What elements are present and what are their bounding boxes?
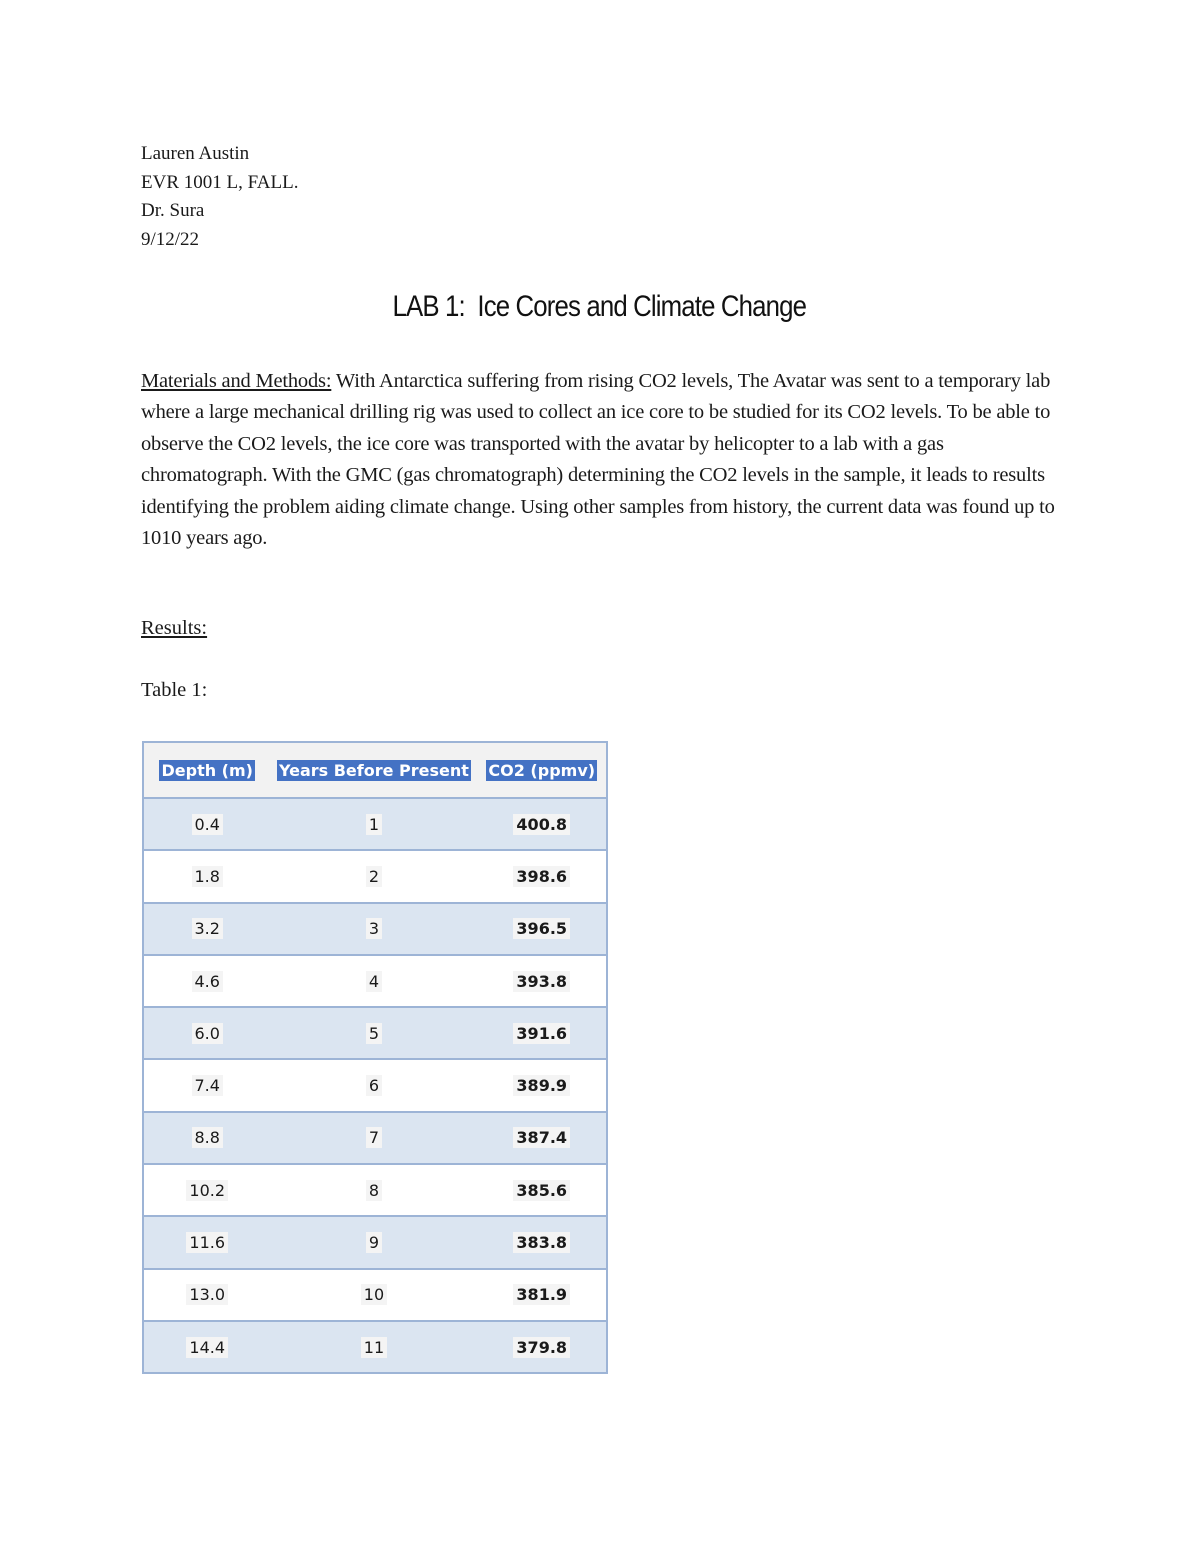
cell-depth: 8.8 <box>143 1112 270 1164</box>
materials-methods-label: Materials and Methods: <box>141 370 332 392</box>
cell-years: 10 <box>270 1269 477 1321</box>
table-row <box>143 1112 607 1164</box>
cell-co2: 381.9 <box>477 1269 607 1321</box>
cell-co2: 400.8 <box>477 798 607 850</box>
page-title: LAB 1: Ice Cores and Climate Change <box>392 290 807 323</box>
cell-depth: 1.8 <box>143 850 270 902</box>
cell-depth: 10.2 <box>143 1164 270 1216</box>
cell-depth: 14.4 <box>143 1321 270 1373</box>
cell-co2: 393.8 <box>477 955 607 1007</box>
course-name: EVR 1001 L, FALL. <box>141 171 299 193</box>
table-row <box>143 1164 607 1216</box>
table-row <box>143 903 607 955</box>
cell-depth: 4.6 <box>143 955 270 1007</box>
cell-years: 9 <box>270 1216 477 1268</box>
header-depth: Depth (m) <box>143 742 270 798</box>
table-row <box>143 955 607 1007</box>
cell-co2: 383.8 <box>477 1216 607 1268</box>
cell-depth: 11.6 <box>143 1216 270 1268</box>
materials-methods-text: With Antarctica suffering from rising CO2 levels, The Avatar was sent to a temporary lab where a large mechanical drilling rig was used to collect an ice core to be studied for its CO2 levels. To be able to observe the CO2 levels, the ice core was transported with the avatar by helicopter to a lab with a gas chromatograph. With the GMC (gas chromatograph) determining the CO2 levels in the sample, it leads to results identifying the problem aiding climate change. Using other samples from history, the current data was found up to 1010 years ago. <box>141 370 1055 550</box>
cell-co2: 391.6 <box>477 1007 607 1059</box>
table-row <box>143 1216 607 1268</box>
table-row <box>143 1321 607 1373</box>
cell-co2: 379.8 <box>477 1321 607 1373</box>
document-date: 9/12/22 <box>141 228 200 250</box>
table-header-row <box>143 742 607 798</box>
results-label: Results: <box>141 617 208 639</box>
materials-methods-paragraph <box>141 366 1056 554</box>
cell-co2: 385.6 <box>477 1164 607 1216</box>
cell-co2: 398.6 <box>477 850 607 902</box>
instructor-name: Dr. Sura <box>141 200 205 221</box>
cell-years: 7 <box>270 1112 477 1164</box>
cell-co2: 389.9 <box>477 1059 607 1111</box>
cell-depth: 0.4 <box>143 798 270 850</box>
results-heading <box>141 617 207 640</box>
cell-years: 4 <box>270 955 477 1007</box>
table-row <box>143 1007 607 1059</box>
cell-co2: 396.5 <box>477 903 607 955</box>
table-row <box>143 798 607 850</box>
cell-depth: 3.2 <box>143 903 270 955</box>
cell-depth: 7.4 <box>143 1059 270 1111</box>
table-row <box>143 850 607 902</box>
cell-years: 3 <box>270 903 477 955</box>
header-years: Years Before Present <box>270 742 477 798</box>
cell-co2: 387.4 <box>477 1112 607 1164</box>
cell-years: 6 <box>270 1059 477 1111</box>
author-name: Lauren Austin <box>141 143 250 164</box>
table-caption: Table 1: <box>141 679 208 701</box>
cell-years: 1 <box>270 798 477 850</box>
cell-years: 8 <box>270 1164 477 1216</box>
cell-depth: 13.0 <box>143 1269 270 1321</box>
document-header <box>141 140 298 254</box>
table-row <box>143 1059 607 1111</box>
cell-years: 11 <box>270 1321 477 1373</box>
cell-years: 5 <box>270 1007 477 1059</box>
table-row <box>143 1269 607 1321</box>
header-co2: CO2 (ppmv) <box>477 742 607 798</box>
cell-depth: 6.0 <box>143 1007 270 1059</box>
ice-core-data-table <box>142 741 608 1374</box>
cell-years: 2 <box>270 850 477 902</box>
